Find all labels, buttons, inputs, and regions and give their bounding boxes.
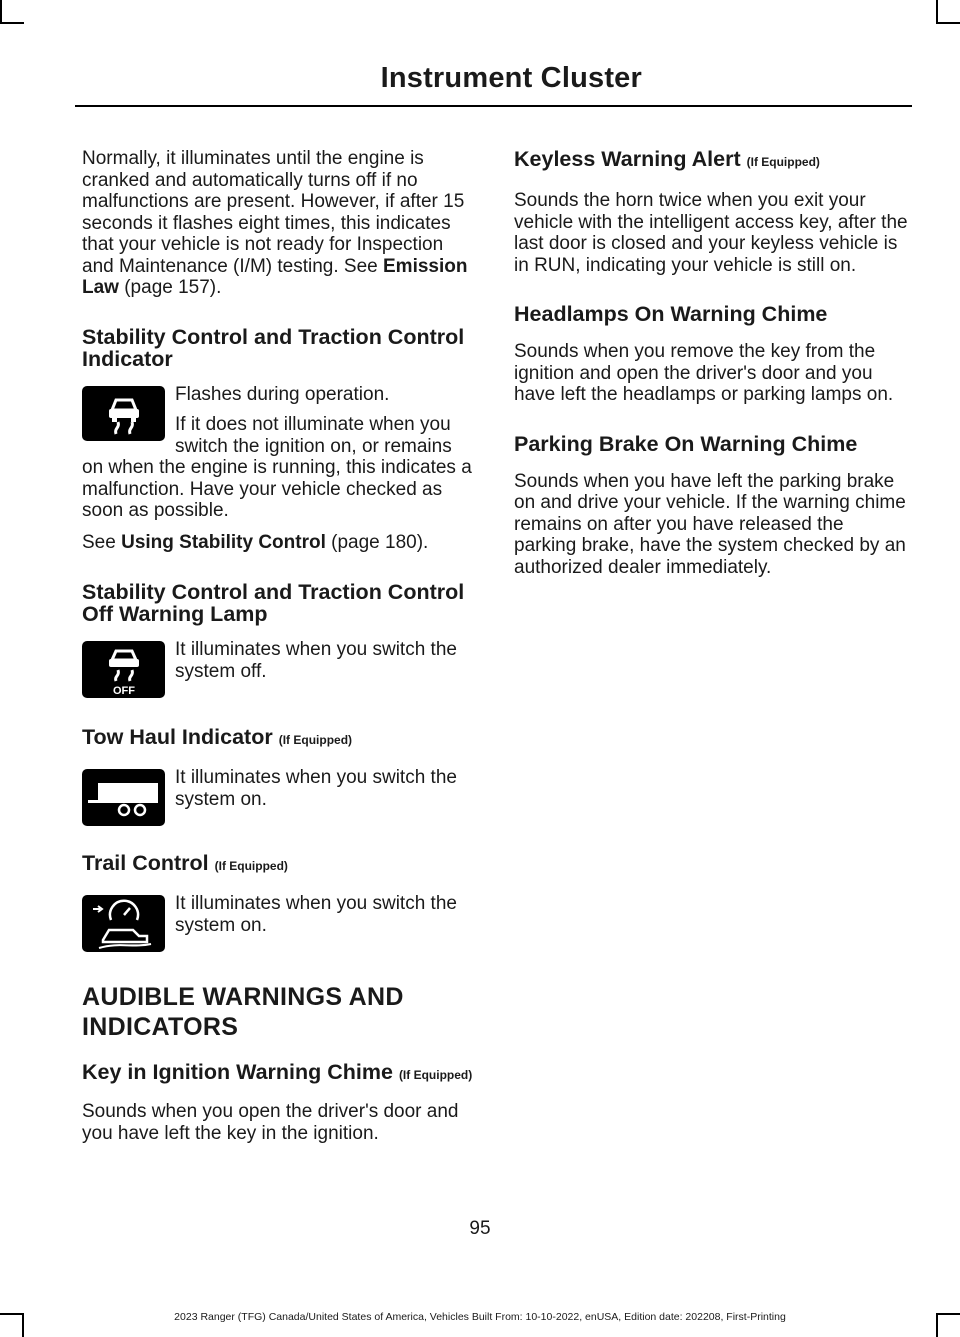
trail-control-text: It illuminates when you switch the system on. <box>175 893 457 936</box>
stability-off-heading: Stability Control and Traction Control Off Warning Lamp <box>82 580 465 626</box>
stability-see-ref: See Using Stability Control (page 180). <box>82 531 429 553</box>
trail-control-icon <box>82 895 165 952</box>
stability-off-section <box>82 639 476 704</box>
intro-paragraph: Normally, it illuminates until the engine is cranked and automatically turns off if no malfunctions are present. However, if after 15 seconds it flashes eight times, this indicates that your vehicle is not ready for Inspection and Maintenance (I/M) testing. See Emission Law (page 157). <box>82 148 468 298</box>
stability-heading: Stability Control and Traction Control Indicator <box>82 324 465 371</box>
keyless-heading: Keyless Warning Alert (If Equipped) <box>514 147 820 171</box>
audible-warnings-heading: AUDIBLE WARNINGS AND INDICATORS <box>82 983 404 1041</box>
crop-mark <box>936 0 938 24</box>
header-divider <box>75 105 912 107</box>
stability-control-off-icon <box>82 641 165 698</box>
right-column <box>514 148 909 578</box>
page-number: 95 <box>469 1218 491 1239</box>
using-stability-control-link[interactable]: Using Stability Control <box>121 531 326 553</box>
trail-control-heading: Trail Control (If Equipped) <box>82 851 288 875</box>
tow-haul-text: It illuminates when you switch the system on. <box>175 767 457 810</box>
stability-text-2: If it does not illuminate when you switch the ignition on, or remains on when the engine is running, this indicates a malfunction. Have your vehicle checked as soon as possible. <box>82 414 472 521</box>
tow-haul-heading: Tow Haul Indicator (If Equipped) <box>82 725 353 749</box>
stability-text-1: Flashes during operation. <box>175 383 390 405</box>
parking-brake-heading: Parking Brake On Warning Chime <box>514 431 858 456</box>
crop-mark <box>0 0 2 24</box>
key-chime-heading: Key in Ignition Warning Chime (If Equipped) <box>82 1060 473 1084</box>
headlamps-heading: Headlamps On Warning Chime <box>514 302 828 326</box>
stability-control-icon <box>82 386 165 441</box>
keyless-text: Sounds the horn twice when you exit your vehicle with the intelligent access key, after the last door is closed and your keyless vehicle is in RUN, indicating your vehicle is still on. <box>514 190 908 276</box>
trail-control-section <box>82 893 476 958</box>
parking-brake-text: Sounds when you have left the parking brake on and drive your vehicle. If the warning chime remains on after you have released the parking brake, have the system checked by an authorized dealer immediately. <box>514 470 906 578</box>
svg-text:OFF: OFF <box>112 684 135 696</box>
stability-section <box>82 384 476 522</box>
page-title: Instrument Cluster <box>380 62 642 94</box>
trailer-icon <box>82 769 165 826</box>
left-column <box>82 148 476 1144</box>
tow-haul-section <box>82 767 476 832</box>
crop-mark <box>0 22 24 24</box>
headlamps-text: Sounds when you remove the key from the ignition and open the driver's door and you have left the headlamps or parking lamps on. <box>514 341 894 405</box>
footer-text: 2023 Ranger (TFG) Canada/United States of America, Vehicles Built From: 10-10-2022, enUSA, Edition date: 202208, First-Printing <box>174 1311 786 1323</box>
key-chime-text: Sounds when you open the driver's door and you have left the key in the ignition. <box>82 1101 459 1144</box>
stability-off-text: It illuminates when you switch the system off. <box>175 639 457 682</box>
crop-mark <box>936 22 960 24</box>
emission-law-link[interactable]: Emission Law <box>82 255 468 298</box>
